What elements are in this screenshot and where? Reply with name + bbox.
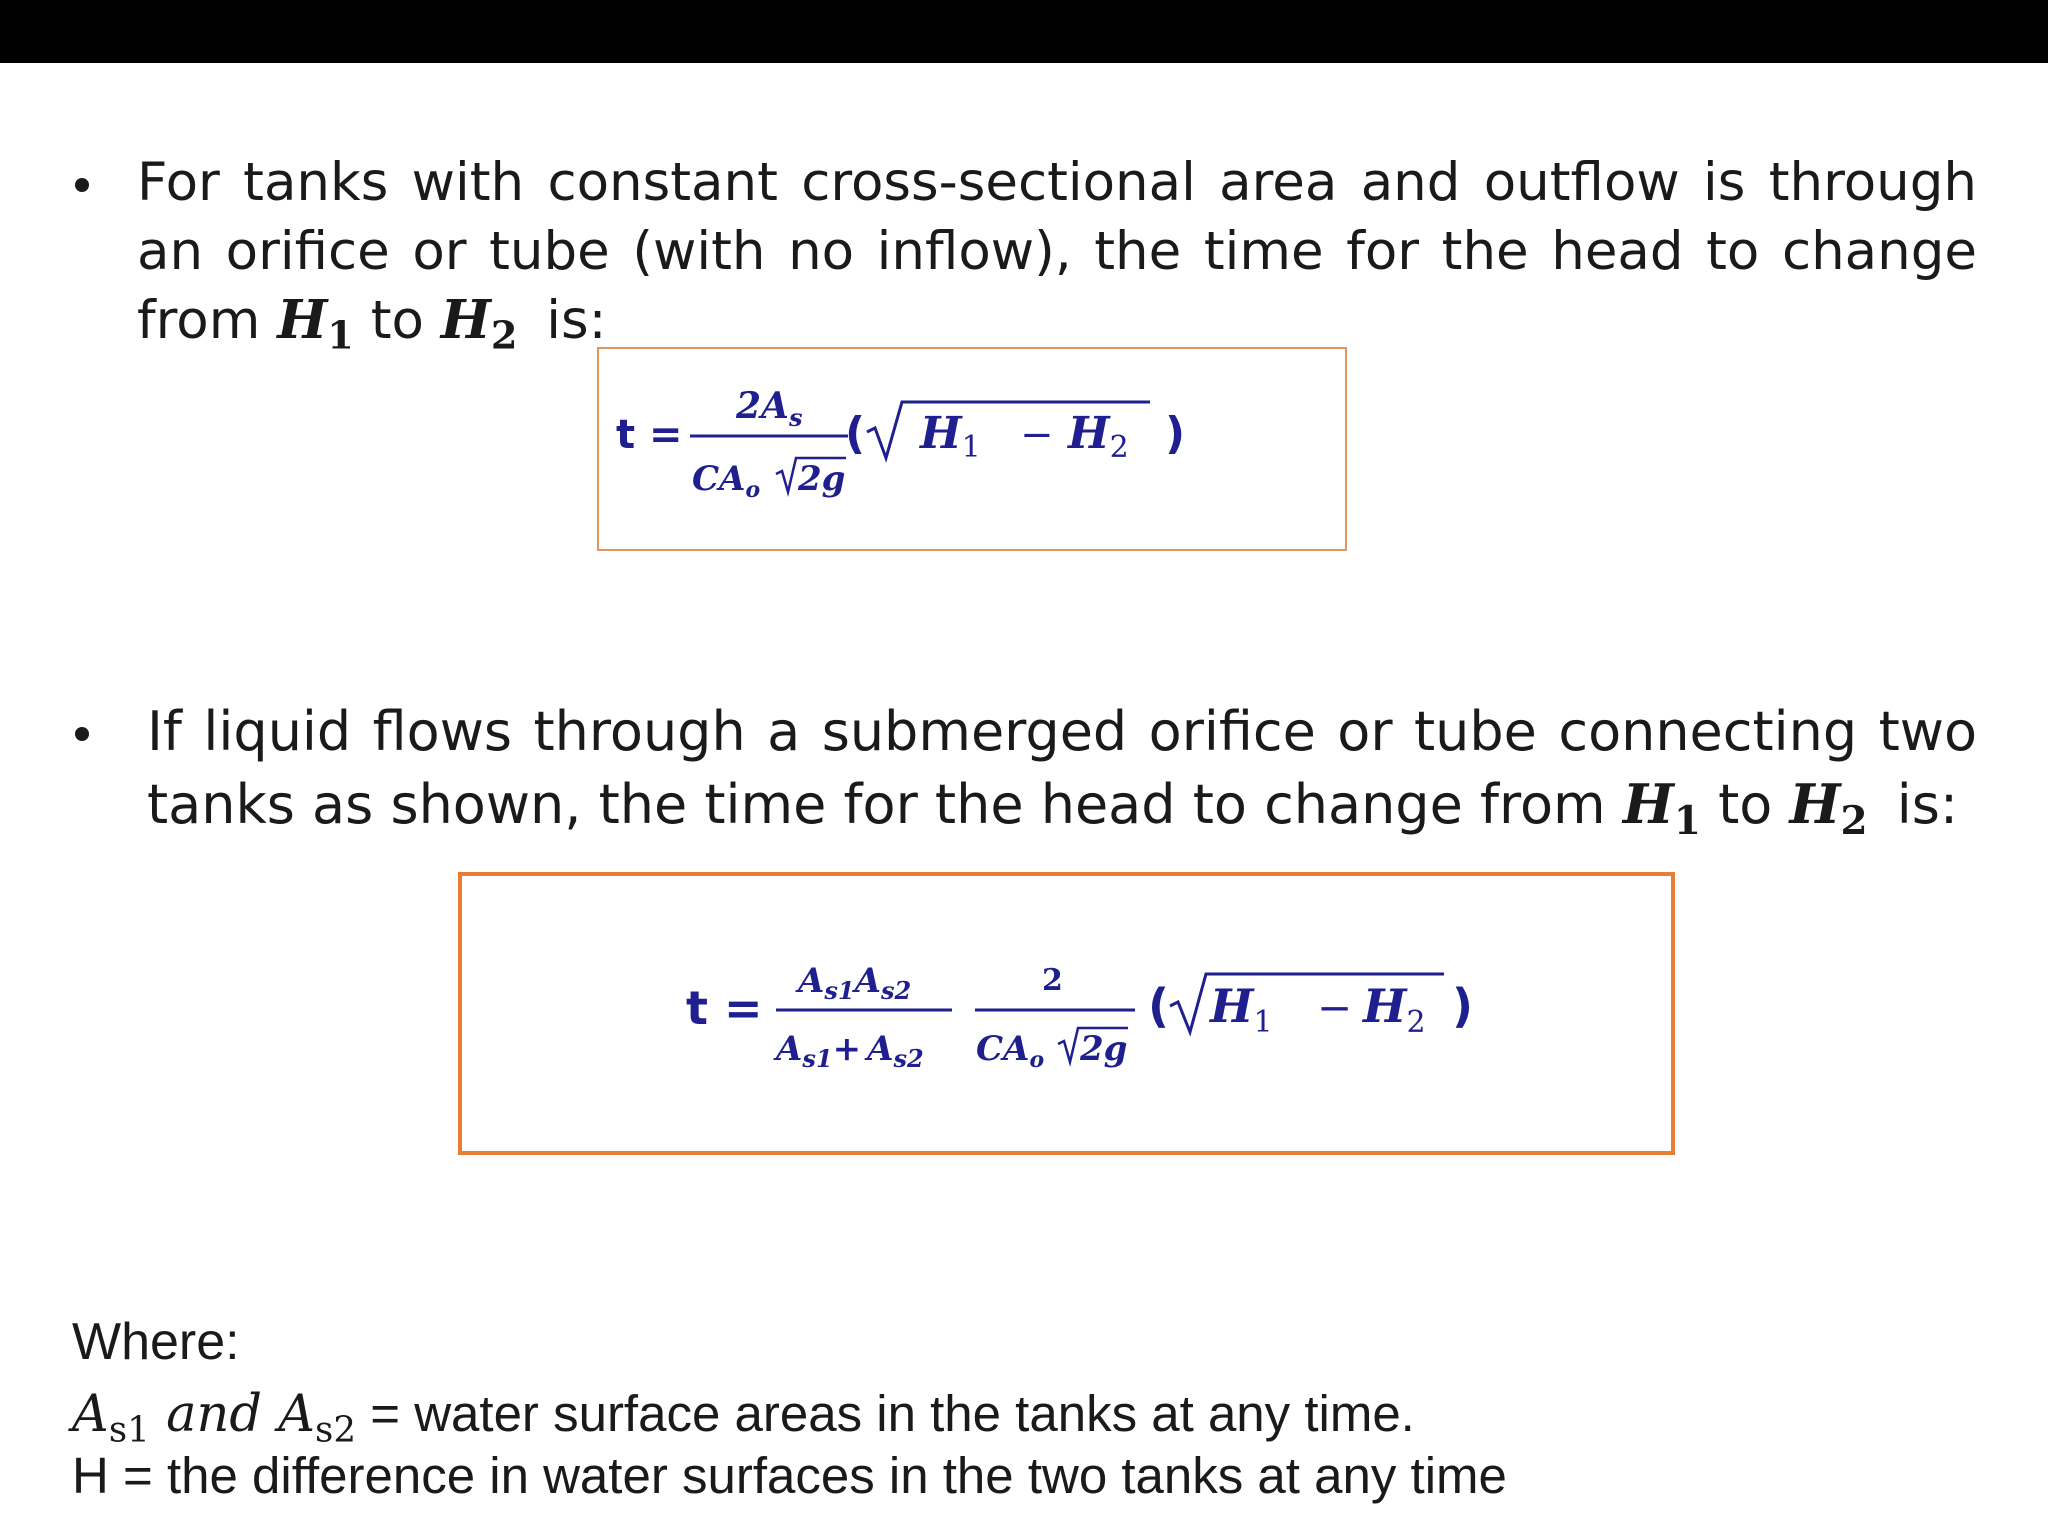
formula-2-minus: − <box>1317 983 1353 1032</box>
bullet-1-sentence: For tanks with constant cross-sectional area and outflow is through an orifice or tube (with no inflow), the time for the head to change from <box>137 152 1977 351</box>
formula-2-frac1-denominator: $A_{s1}+ A_{s2}$ <box>776 1029 924 1073</box>
is-word: is: <box>1896 773 1959 836</box>
formula-2-close-paren: ) <box>1452 979 1474 1033</box>
formula-2-frac1-numerator: $A_{s1}A_{s2}$ <box>798 961 912 1005</box>
formula-2 <box>680 950 1500 1080</box>
formula-1-close-paren: ) <box>1165 408 1186 459</box>
definition-as-text: = water surface areas in the tanks at any time. <box>356 1385 1415 1442</box>
bullet-2-text <box>147 696 1977 844</box>
to-word: to <box>1718 773 1773 836</box>
formula-2-h2: $H_2$ <box>1363 979 1426 1040</box>
bullet-2-sentence: If liquid flows through a submerged orifice or tube connecting two tanks as shown, the time for the head to change from <box>147 700 1977 836</box>
h2-symbol: $H_2$ <box>440 289 518 358</box>
formula-1-minus: − <box>1020 412 1054 458</box>
bullet-1-text <box>137 148 1977 358</box>
top-bar <box>0 0 2048 63</box>
definition-as <box>72 1384 1415 1451</box>
to-word: to <box>370 290 424 351</box>
as1-symbol: $A_{s1}$ <box>72 1385 150 1451</box>
formula-1-den-root: 2g <box>798 459 846 499</box>
is-word: is: <box>546 290 607 351</box>
h2-symbol: $H_2$ <box>1789 772 1868 844</box>
h1-symbol: $H_1$ <box>277 289 354 358</box>
formula-1-denominator: $CA_o$ <box>692 459 761 503</box>
formula-1-numerator: $2A_s$ <box>736 385 803 432</box>
formula-2-frac2-den-root: 2g <box>1080 1029 1128 1069</box>
formula-2-frac2-denominator: $CA_o$ <box>976 1029 1045 1073</box>
bullet-2-dot <box>75 727 89 741</box>
and-word: and <box>149 1385 279 1444</box>
h1-symbol: $H_1$ <box>1622 772 1701 844</box>
formula-2-open-paren: ( <box>1148 979 1170 1033</box>
as2-symbol: $A_{s2}$ <box>278 1385 357 1451</box>
formula-2-h1: $H_1$ <box>1210 979 1273 1040</box>
definition-h: H = the difference in water surfaces in the two tanks at any time <box>72 1447 1507 1504</box>
formula-1-open-paren: ( <box>845 408 866 459</box>
bullet-1-dot <box>75 178 89 192</box>
formula-1-lhs: t = <box>616 412 683 458</box>
where-title: Where: <box>72 1313 240 1371</box>
formula-2-frac2-numerator: 2 <box>1042 963 1063 998</box>
formula-1-h1: $H_1$ <box>920 408 981 465</box>
formula-1-h2: $H_2$ <box>1068 408 1129 465</box>
formula-2-lhs: t = <box>686 981 763 1035</box>
formula-1 <box>610 380 1210 520</box>
